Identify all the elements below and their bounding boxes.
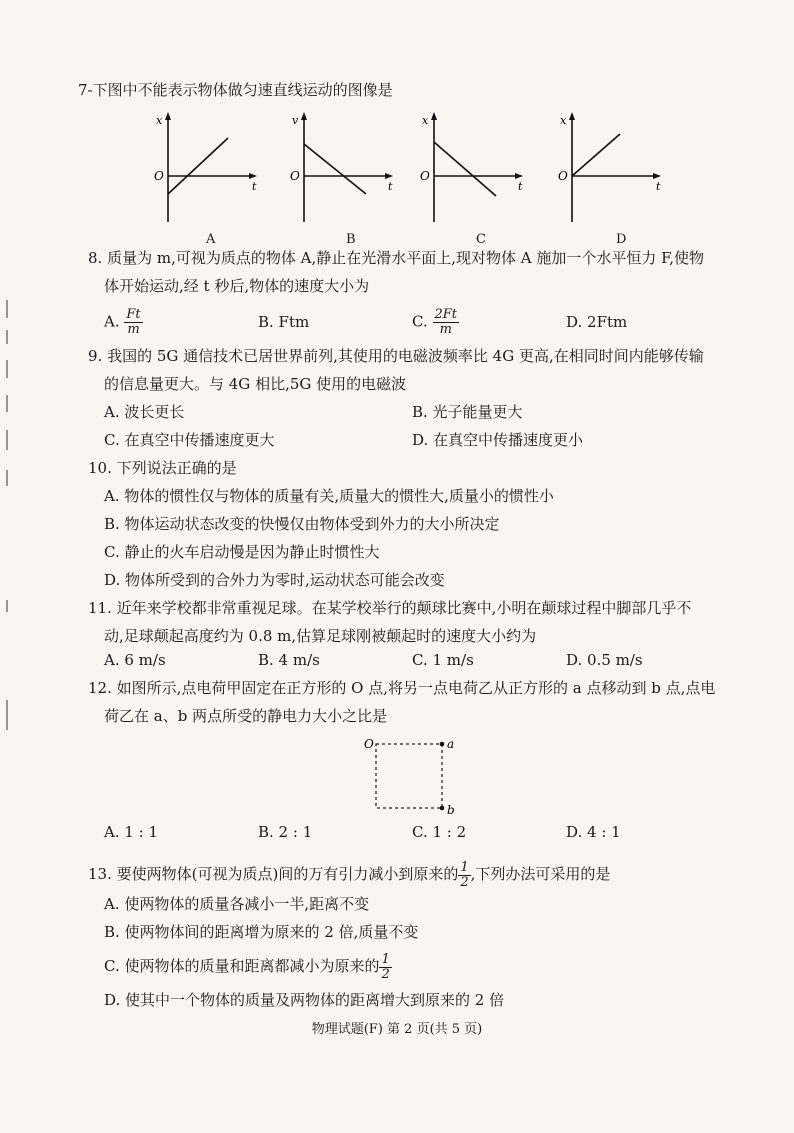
q7-graph-a <box>148 110 268 225</box>
q9-option-a: A. 波长更长 <box>104 403 185 421</box>
q9-stem-line1: 9. 我国的 5G 通信技术已居世界前列,其使用的电磁波频率比 4G 更高,在相同时间内能够传输 <box>88 347 704 365</box>
q11-stem-line1: 11. 近年来学校都非常重视足球。在某学校举行的颠球比赛中,小明在颠球过程中脚部几乎不 <box>88 599 692 617</box>
q12-option-a: A. 1 : 1 <box>104 823 159 841</box>
q7-graph-d <box>552 110 672 225</box>
q13-option-b: B. 使两物体间的距离增为原来的 2 倍,质量不变 <box>104 923 419 941</box>
q12-option-b: B. 2 : 1 <box>258 823 313 841</box>
q8-option-a: A. $\frac{Ft}{m}$ <box>104 307 141 337</box>
q7-graph-c-label: C <box>476 232 486 247</box>
q10-option-d: D. 物体所受到的合外力为零时,运动状态可能会改变 <box>104 571 445 589</box>
q7-graph-b <box>284 110 404 225</box>
q7-graph-c <box>414 110 534 225</box>
q13-option-c: C. 使两物体的质量和距离都减小为原来的 $\frac{1}{2}$ <box>104 951 390 982</box>
q7-a-yaxis-label: x <box>156 114 163 127</box>
q9-stem-line2: 的信息量更大。与 4G 相比,5G 使用的电磁波 <box>104 375 407 393</box>
q8-option-d: D. 2Ftm <box>566 313 628 331</box>
q12-point-o-label: O <box>364 737 374 751</box>
q7-c-origin-label: O <box>420 169 430 183</box>
q7-b-xaxis-label: t <box>388 180 393 193</box>
binding-margin-marks <box>2 300 12 740</box>
q7-b-yaxis-label: v <box>292 114 299 127</box>
q7-d-xaxis-label: t <box>656 180 661 193</box>
q12-point-b-label: b <box>447 803 455 817</box>
q11-option-c: C. 1 m/s <box>412 651 474 669</box>
q7-c-yaxis-label: x <box>422 114 429 127</box>
q11-option-d: D. 0.5 m/s <box>566 651 643 669</box>
q10-option-c: C. 静止的火车启动慢是因为静止时惯性大 <box>104 543 380 561</box>
q9-option-d: D. 在真空中传播速度更小 <box>412 431 584 449</box>
q12-point-a-label: a <box>447 737 455 751</box>
q11-option-b: B. 4 m/s <box>258 651 320 669</box>
q9-option-b: B. 光子能量更大 <box>412 403 523 421</box>
q12-square-figure <box>360 734 470 818</box>
q13-stem: 13. 要使两物体(可视为质点)间的万有引力减小到原来的 $\frac{1}{2}$ ,下列办法可采用的是 <box>88 859 611 890</box>
q12-stem-line1: 12. 如图所示,点电荷甲固定在正方形的 O 点,将另一点电荷乙从正方形的 a 点移动到 b 点,点电 <box>88 679 716 697</box>
q8-stem-line1: 8. 质量为 m,可视为质点的物体 A,静止在光滑水平面上,现对物体 A 施加一个水平恒力 F,使物 <box>88 249 704 267</box>
q7-graph-b-label: B <box>346 232 356 247</box>
q11-option-a: A. 6 m/s <box>104 651 166 669</box>
q10-option-b: B. 物体运动状态改变的快慢仅由物体受到外力的大小所决定 <box>104 515 500 533</box>
page-footer: 物理试题(F) 第 2 页(共 5 页) <box>311 1022 483 1037</box>
q7-d-yaxis-label: x <box>560 114 567 127</box>
q7-c-xaxis-label: t <box>518 180 523 193</box>
q7-graph-a-label: A <box>206 232 216 247</box>
q7-a-origin-label: O <box>154 169 164 183</box>
q8-option-b: B. Ftm <box>258 313 310 331</box>
q7-d-origin-label: O <box>558 169 568 183</box>
q10-stem: 10. 下列说法正确的是 <box>88 459 237 477</box>
q8-option-c: C. $\frac{2Ft}{m}$ <box>412 307 458 337</box>
q10-option-a: A. 物体的惯性仅与物体的质量有关,质量大的惯性大,质量小的惯性小 <box>104 487 554 505</box>
q13-option-d: D. 使其中一个物体的质量及两物体的距离增大到原来的 2 倍 <box>104 991 505 1009</box>
q12-stem-line2: 荷乙在 a、b 两点所受的静电力大小之比是 <box>104 707 388 725</box>
q7-stem: 7-下图中不能表示物体做匀速直线运动的图像是 <box>78 81 393 99</box>
q7-b-origin-label: O <box>290 169 300 183</box>
q7-a-xaxis-label: t <box>252 180 257 193</box>
q12-option-c: C. 1 : 2 <box>412 823 467 841</box>
q7-graph-d-label: D <box>616 232 627 247</box>
q11-stem-line2: 动,足球颠起高度约为 0.8 m,估算足球刚被颠起时的速度大小约为 <box>104 627 537 645</box>
q12-option-d: D. 4 : 1 <box>566 823 621 841</box>
q8-stem-line2: 体开始运动,经 t 秒后,物体的速度大小为 <box>104 277 370 295</box>
q9-option-c: C. 在真空中传播速度更大 <box>104 431 275 449</box>
q13-option-a: A. 使两物体的质量各减小一半,距离不变 <box>104 895 370 913</box>
